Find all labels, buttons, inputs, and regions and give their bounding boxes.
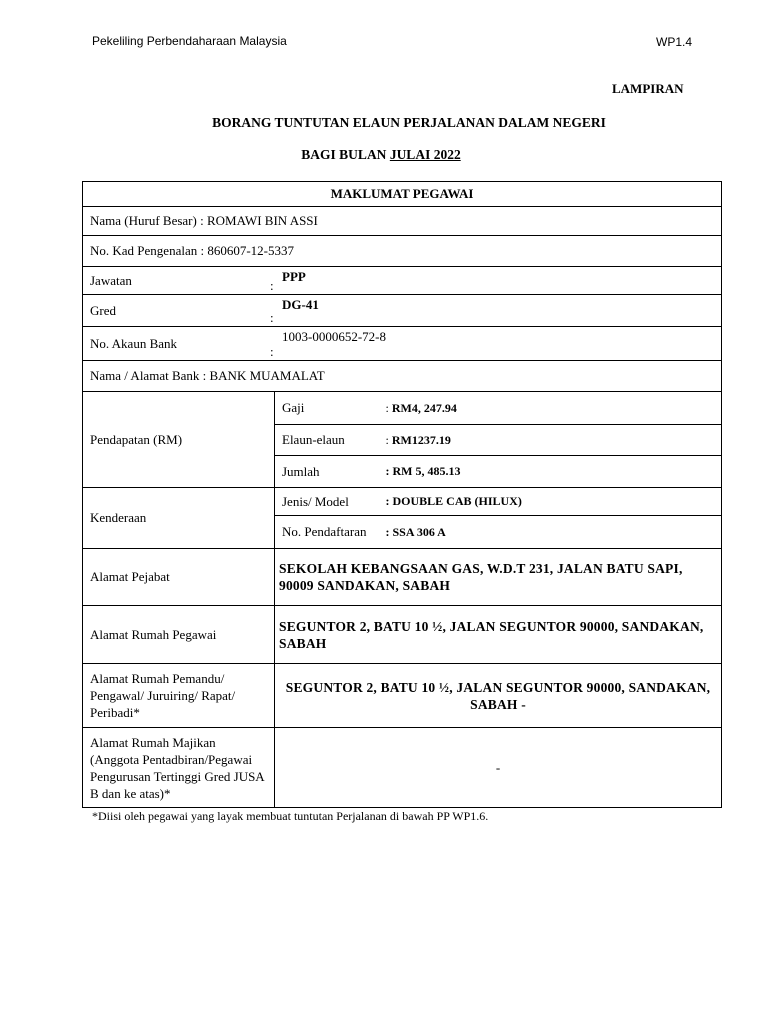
officer-info-table	[82, 181, 722, 808]
ic-number-field: No. Kad Pengenalan : 860607-12-5337	[83, 236, 722, 267]
gred-colon: :	[270, 310, 274, 325]
document-code: WP1.4	[656, 35, 693, 49]
jawatan-colon: :	[270, 278, 274, 293]
elaun-colon: :	[385, 432, 392, 447]
jenis-model-value: : DOUBLE CAB (HILUX)	[379, 488, 722, 516]
subtitle-prefix: BAGI BULAN	[301, 147, 390, 162]
alamat-pejabat-value: SEKOLAH KEBANGSAAN GAS, W.D.T 231, JALAN BATU SAPI, 90009 SANDAKAN, SABAH	[275, 549, 722, 606]
pendapatan-label: Pendapatan (RM)	[83, 392, 275, 488]
alamat-rumah-label: Alamat Rumah Pegawai	[83, 606, 275, 664]
name-field: Nama (Huruf Besar) : ROMAWI BIN ASSI	[83, 207, 722, 236]
alamat-pemandu-label: Alamat Rumah Pemandu/ Pengawal/ Juruiring/ Rapat/ Peribadi*	[83, 664, 275, 728]
jumlah-value-cell	[379, 456, 722, 488]
jenis-model-label: Jenis/ Model	[275, 488, 379, 516]
alamat-rumah-value: SEGUNTOR 2, BATU 10 ½, JALAN SEGUNTOR 90000, SANDAKAN, SABAH	[275, 606, 722, 664]
alamat-pemandu-value: SEGUNTOR 2, BATU 10 ½, JALAN SEGUNTOR 90000, SANDAKAN, SABAH -	[275, 664, 722, 728]
akaun-value: 1003-0000652-72-8	[282, 329, 386, 344]
jawatan-label: Jawatan	[90, 272, 132, 288]
gaji-value: RM4, 247.94	[391, 400, 457, 415]
jumlah-label: Jumlah	[275, 456, 379, 488]
akaun-colon: :	[270, 344, 274, 359]
elaun-value-cell	[379, 425, 722, 456]
section-title: MAKLUMAT PEGAWAI	[83, 182, 722, 207]
gaji-value-cell	[379, 392, 722, 425]
lampiran-label: LAMPIRAN	[612, 81, 684, 96]
jumlah-value: : RM 5, 485.13	[385, 464, 461, 478]
no-pendaftaran-value: : SSA 306 A	[379, 516, 722, 549]
gred-value: DG-41	[282, 297, 319, 312]
gred-label: Gred	[90, 302, 116, 318]
akaun-row	[83, 327, 722, 361]
alamat-pejabat-label: Alamat Pejabat	[83, 549, 275, 606]
akaun-label: No. Akaun Bank	[90, 335, 178, 351]
gaji-label: Gaji	[275, 392, 379, 425]
gaji-colon: :	[385, 400, 392, 415]
jawatan-row	[83, 267, 722, 295]
footnote: *Diisi oleh pegawai yang layak membuat tuntutan Perjalanan di bawah PP WP1.6.	[92, 809, 489, 823]
form-title: BORANG TUNTUTAN ELAUN PERJALANAN DALAM NEGERI	[212, 115, 606, 130]
alamat-majikan-label: Alamat Rumah Majikan (Anggota Pentadbiran/Pegawai Pengurusan Tertinggi Gred JUSA B dan ke atas)*	[83, 728, 275, 808]
no-pendaftaran-label: No. Pendaftaran	[275, 516, 379, 549]
bank-field: Nama / Alamat Bank : BANK MUAMALAT	[83, 361, 722, 392]
kenderaan-label: Kenderaan	[83, 488, 275, 549]
document-header-title: Pekeliling Perbendaharaan Malaysia	[92, 34, 287, 48]
elaun-value: RM1237.19	[391, 432, 451, 447]
jawatan-value: PPP	[282, 269, 306, 284]
elaun-label: Elaun-elaun	[275, 425, 379, 456]
alamat-majikan-value: -	[275, 728, 722, 808]
gred-row	[83, 295, 722, 327]
form-subtitle	[0, 147, 762, 163]
claim-month: JULAI 2022	[389, 147, 461, 162]
